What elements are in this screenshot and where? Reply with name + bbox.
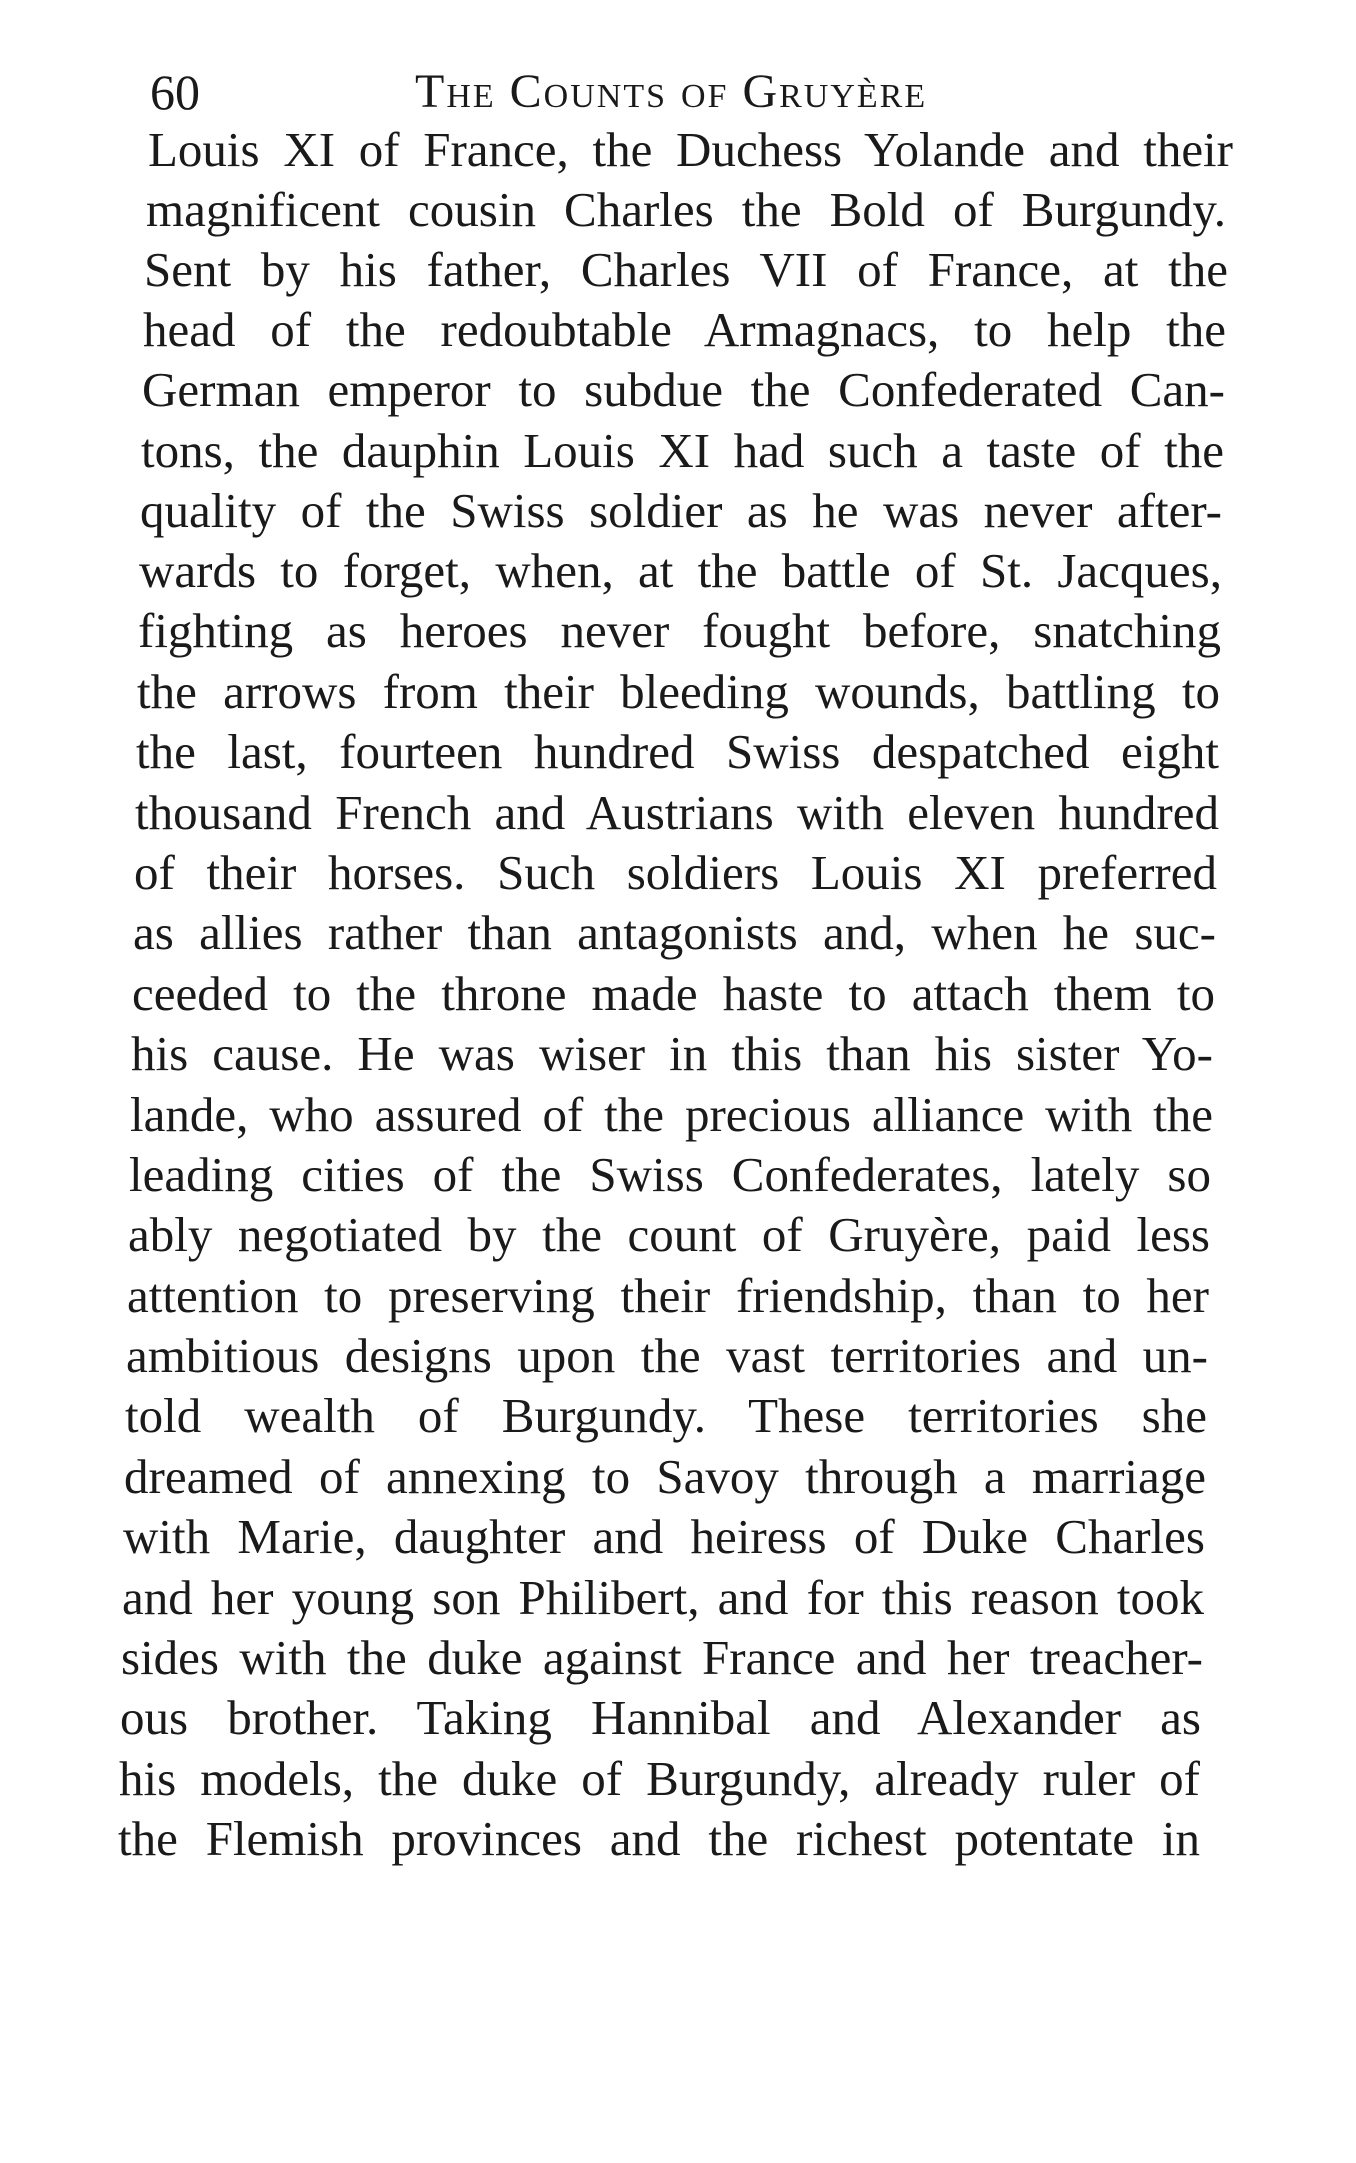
text-line: as allies rather than antagonists and, when he suc- — [133, 905, 1216, 960]
text-line: Sent by his father, Charles VII of France, at the — [144, 242, 1228, 297]
text-line: attention to preserving their friendship, than to her — [127, 1268, 1209, 1323]
text-line: the arrows from their bleeding wounds, battling to — [137, 664, 1220, 719]
text-line: told wealth of Burgundy. These territories she — [125, 1388, 1207, 1443]
text-line: lande, who assured of the precious alliance with the — [130, 1087, 1213, 1142]
text-line: his cause. He was wiser in this than his sister Yo- — [131, 1026, 1213, 1081]
text-line: wards to forget, when, at the battle of St. Jacques, — [139, 543, 1222, 598]
text-line: ceeded to the throne made haste to attach them to — [132, 966, 1215, 1021]
text-line: Louis XI of France, the Duchess Yolande and their — [148, 122, 1233, 177]
text-line: sides with the duke against France and her treacher- — [121, 1630, 1203, 1685]
text-line: and her young son Philibert, and for this reason took — [122, 1570, 1204, 1625]
text-line: his models, the duke of Burgundy, already ruler of — [119, 1751, 1200, 1806]
text-line: fighting as heroes never fought before, snatching — [138, 603, 1221, 658]
text-line: thousand French and Austrians with eleven hundred — [135, 785, 1219, 840]
text-line: ambitious designs upon the vast territories and un- — [126, 1328, 1208, 1383]
text-line: magnificent cousin Charles the Bold of Burgundy. — [146, 182, 1226, 237]
page-number: 60 — [150, 64, 200, 120]
text-line: head of the redoubtable Armagnacs, to help the — [143, 302, 1226, 357]
text-line: ably negotiated by the count of Gruyère, paid less — [128, 1207, 1210, 1262]
text-line: ous brother. Taking Hannibal and Alexander as — [120, 1690, 1201, 1745]
running-title: The Counts of Gruyère — [415, 65, 928, 118]
text-line: the last, fourteen hundred Swiss despatched eight — [136, 724, 1219, 779]
text-line: the Flemish provinces and the richest potentate in — [118, 1811, 1200, 1866]
text-line: of their horses. Such soldiers Louis XI preferred — [134, 845, 1217, 900]
text-line: dreamed of annexing to Savoy through a marriage — [124, 1449, 1206, 1504]
text-line: quality of the Swiss soldier as he was never after- — [140, 483, 1222, 538]
text-line: German emperor to subdue the Confederated Can- — [142, 362, 1225, 417]
running-head — [150, 62, 1230, 122]
text-line: tons, the dauphin Louis XI had such a taste of the — [141, 423, 1224, 478]
text-line: leading cities of the Swiss Confederates, lately so — [129, 1147, 1211, 1202]
text-line: with Marie, daughter and heiress of Duke Charles — [123, 1509, 1205, 1564]
